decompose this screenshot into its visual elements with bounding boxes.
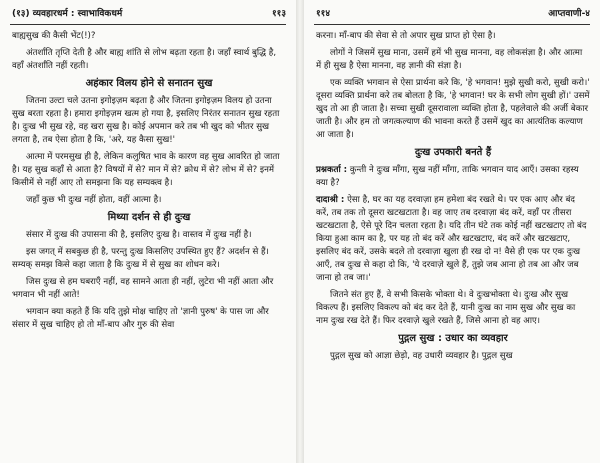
paragraph: आत्मा में परमसुख ही है, लेकिन कलुषित भाव के कारण वह सुख आवरित हो जाता है। यह सुख कहाँ से आता है? विषयों में से? मान में से? क्रोध में से? लोभ में से? इनमें किसीमें से नहीं आए तो समझना कि यह सम्यक्त्व है। [12,152,280,188]
paragraph: जिस दुःख से हम घबराएँ नहीं, वह सामने आता ही नहीं, लुटेरा भी नहीं आता और भगवान भी नहीं आते! [12,277,274,300]
paragraph: पुद्गल सुख को आज्ञा छेड़ो, वह उधारी व्यवहार है। पुद्गल सुख [330,351,513,361]
section-heading-sorrow-beneficial: दुःख उपकारी बनते हैं [414,147,492,158]
right-running-header [304,6,600,22]
dadashri-label: दादाश्री : [316,195,345,205]
left-running-header [0,6,296,22]
paragraph: लोगों ने जिसमें सुख माना, उसमें हमें भी सुख मानना, वह लोकसंज्ञा है। और आत्मा में ही सुख है ऐसा मानना, वह ज्ञानी की संज्ञा है। [316,48,583,71]
question-text: कुन्ती ने दुःख माँगा, सुख नहीं माँगा, ताकि भगवान याद आएँ। उसका रहस्य क्या है? [316,165,579,188]
right-page [304,0,600,463]
right-book-title: आप्तवाणी-४ [548,9,590,19]
paragraph: जितने संत हुए हैं, वे सभी किसके भोक्ता थे। वे दुःखभोक्ता थे। दुःख और सुख विकल्प हैं। इसलिए विकल्प को बंद कर देते हैं, यानी दुःख का नाम सुख और सुख का नाम दुःख रख देते हैं। फिर दरवाज़े खुले रखते हैं, जिसे आना हो वह आए। [316,290,576,326]
left-page [0,0,296,463]
left-chapter-title: (१३) व्यवहारधर्म : स्वाभाविकधर्म [12,9,123,19]
right-header-rule [314,24,590,25]
section-heading-false-vision: मिथ्या दर्शन से ही दुःख [107,212,191,223]
paragraph: इस जगत् में सबकुछ ही है, परन्तु दुःख किसलिए उपस्थित हुए हैं? अदर्शन से हैं। सम्यक् समझ किसे कहा जाता है कि दुःख में से सुख का शोधन करे। [12,247,269,270]
book-gutter [296,0,304,463]
left-page-number: ११३ [271,9,286,19]
paragraph: करना। माँ-बाप की सेवा से तो अपार सुख प्राप्त हो ऐसा है। [316,31,496,41]
paragraph: जितना उल्टा चले उतना इगोइज़म बढ़ता है और जितना इगोइज़म विलय हो उतना सुख बरता रहता है। हमारा इगोइज़म खत्म हो गया है, इसलिए निरंतर सनातन सुख रहता है। दुःख भी सुख रहे, वह खरा सुख है। कोई अपमान करे तब भी खुद को भीतर सुख लगता है, तब ऐसा होता है कि, 'अरे, यह कैसा सुख!' [12,96,280,145]
paragraph: एक व्यक्ति भगवान से ऐसा प्रार्थना करे कि, 'हे भगवान! मुझे सुखी करो, सुखी करो।' दूसरा व्यक्ति प्रार्थना करे तब बोलता है कि, 'हे भगवान! घर के सभी लोग सुखी हों।' उसमें खुद तो आ ही जाता है। सच्चा सुखी दूसरावाला व्यक्ति होता है, पहलेवाले की अर्जी बेकार जाती है। और हम तो जगत्कल्याण की भावना करते हैं उसमें खुद का आत्यंतिक कल्याण आ जाता है। [316,78,590,140]
answer-paragraph [316,194,590,285]
questioner-label: प्रश्नकर्ता : [316,165,348,175]
answer-text: ऐसा है, घर का यह दरवाज़ा हम हमेशा बंद रखते थे। पर एक आए और बंद करें, तब तक तो दूसरा खटखटाता है। वह जाए तब दरवाज़ा बंद करें, वहाँ पर तीसरा खटखटाता है, ऐसे पूरे दिन चलता रहता है। यदि तीन घंटे तक कोई नहीं खटखटाए तो बंद किया हुआ काम का है, पर यह तो बंद करें और खटखटाए, बंद करें और खटखटाए, इसलिए बंद करें, उसके बदले तो दरवाज़ा खुला ही रख दो न! वैसे ही एक पर एक दुःख आएँ, तब दुःख से कहा दो कि, 'ये दरवाज़े खुले हैं, तुझे जब आना हो तब आ और जब जाना हो तब जा।' [316,195,587,283]
paragraph: भगवान क्या कहते हैं कि यदि तुझे मोक्ष चाहिए तो 'ज्ञानी पुरुष' के पास जा और संसार में सुख चाहिए हो तो माँ-बाप और गुरु की सेवा [12,307,269,330]
section-heading-pudgal-sukh: पुद्गल सुख : उधार का व्यवहार [398,333,508,344]
right-page-body [316,30,590,367]
left-page-body [12,30,286,336]
right-page-number: ११४ [316,9,331,19]
paragraph: अंतर्शांति तृप्ति देती है और बाह्य शांति से लोभ बढ़ता रहता है। जहाँ स्वार्थ बुद्धि है, वहाँ अंतर्शांति नहीं रहती। [12,48,277,71]
question-paragraph [316,164,590,190]
section-heading-ego: अहंकार विलय होने से सनातन सुख [85,78,213,89]
paragraph: संसार में दुःख की उपासना की है, इसलिए दुःख है। वास्तव में दुःख नहीं है। [26,230,252,240]
paragraph: बाह्यसुख की कैसी भेंट(!)? [12,31,96,41]
paragraph: जहाँ कुछ भी दुःख नहीं होता, वहीं आत्मा है। [26,195,162,205]
left-header-rule [10,24,286,25]
